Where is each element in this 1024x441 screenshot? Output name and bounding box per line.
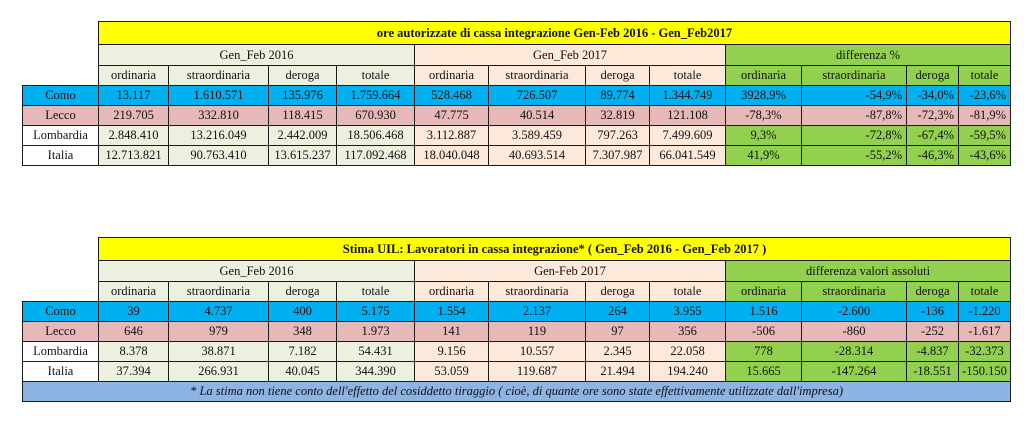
cell: 7.307.987 — [586, 146, 650, 166]
cell: 1.516 — [726, 302, 802, 322]
cell: -136 — [907, 302, 959, 322]
table-row — [23, 322, 1011, 342]
cell: 89.774 — [586, 86, 650, 106]
cell: 18.040.048 — [415, 146, 489, 166]
cell: 3.112.887 — [415, 126, 489, 146]
cell: 38.871 — [169, 342, 269, 362]
cell: -72,3% — [907, 106, 959, 126]
table-row — [23, 342, 1011, 362]
cell: 40.514 — [489, 106, 586, 126]
cell: -81,9% — [959, 106, 1011, 126]
cell: 13.615.237 — [269, 146, 337, 166]
column-header: deroga — [907, 66, 959, 86]
row-label: Lecco — [23, 322, 99, 342]
column-header: straordinaria — [489, 66, 586, 86]
table-title: ore autorizzate di cassa integrazione Gen-Feb 2016 - Gen_Feb2017 — [99, 22, 1011, 45]
cell: -506 — [726, 322, 802, 342]
column-header: deroga — [269, 282, 337, 302]
cell: 119.687 — [489, 362, 586, 382]
cell: -55,2% — [802, 146, 907, 166]
cell: 3.589.459 — [489, 126, 586, 146]
column-header: ordinaria — [415, 66, 489, 86]
row-label: Italia — [23, 362, 99, 382]
group-header-diff: differenza valori assoluti — [726, 261, 1011, 282]
cell: 400 — [269, 302, 337, 322]
cell: 119 — [489, 322, 586, 342]
column-header: totale — [650, 66, 726, 86]
column-header: deroga — [586, 282, 650, 302]
cell: 8.378 — [99, 342, 169, 362]
group-header-diff: differenza % — [726, 45, 1011, 66]
cell: 1.759.664 — [337, 86, 415, 106]
cell: 15.665 — [726, 362, 802, 382]
cell: 7.499.609 — [650, 126, 726, 146]
column-header: ordinaria — [99, 282, 169, 302]
table-title: Stima UIL: Lavoratori in cassa integrazione* ( Gen_Feb 2016 - Gen_Feb 2017 ) — [99, 238, 1011, 261]
cell: 22.058 — [650, 342, 726, 362]
row-label: Italia — [23, 146, 99, 166]
cell: 117.092.468 — [337, 146, 415, 166]
cell: -860 — [802, 322, 907, 342]
cell: 40.693.514 — [489, 146, 586, 166]
cell: 2.137 — [489, 302, 586, 322]
cell: 2.442.009 — [269, 126, 337, 146]
cell: -87,8% — [802, 106, 907, 126]
cell: 54.431 — [337, 342, 415, 362]
cell: 5.175 — [337, 302, 415, 322]
cell: 37.394 — [99, 362, 169, 382]
column-header: ordinaria — [726, 282, 802, 302]
cell: 797.263 — [586, 126, 650, 146]
group-header-2017: Gen-Feb 2017 — [415, 261, 726, 282]
table-ore-autorizzate — [22, 21, 1011, 166]
cell: -147.264 — [802, 362, 907, 382]
column-header: totale — [337, 66, 415, 86]
cell: 264 — [586, 302, 650, 322]
cell: 41,9% — [726, 146, 802, 166]
cell: -28.314 — [802, 342, 907, 362]
cell: 135.976 — [269, 86, 337, 106]
cell: 32.819 — [586, 106, 650, 126]
cell: 266.931 — [169, 362, 269, 382]
cell: -59,5% — [959, 126, 1011, 146]
cell: -23,6% — [959, 86, 1011, 106]
cell: 348 — [269, 322, 337, 342]
corner-blank — [23, 22, 99, 45]
column-header: straordinaria — [169, 282, 269, 302]
cell: -252 — [907, 322, 959, 342]
cell: 778 — [726, 342, 802, 362]
cell: 10.557 — [489, 342, 586, 362]
cell: -4.837 — [907, 342, 959, 362]
cell: -72,8% — [802, 126, 907, 146]
cell: -1.220 — [959, 302, 1011, 322]
column-header: straordinaria — [802, 282, 907, 302]
cell: 118.415 — [269, 106, 337, 126]
cell: 3.955 — [650, 302, 726, 322]
column-header: ordinaria — [99, 66, 169, 86]
table-row — [23, 302, 1011, 322]
column-header: ordinaria — [726, 66, 802, 86]
row-label: Como — [23, 302, 99, 322]
column-header: deroga — [586, 66, 650, 86]
cell: -150.150 — [959, 362, 1011, 382]
cell: 646 — [99, 322, 169, 342]
group-header-2016: Gen_Feb 2016 — [99, 45, 415, 66]
cell: 332.810 — [169, 106, 269, 126]
cell: 13.216.049 — [169, 126, 269, 146]
cell: 47.775 — [415, 106, 489, 126]
row-label: Lombardia — [23, 126, 99, 146]
cell: 726.507 — [489, 86, 586, 106]
cell: 2.848.410 — [99, 126, 169, 146]
table-stima-lavoratori — [22, 237, 1011, 402]
cell: 356 — [650, 322, 726, 342]
cell: 7.182 — [269, 342, 337, 362]
cell: 1.554 — [415, 302, 489, 322]
cell: -34,0% — [907, 86, 959, 106]
column-header: straordinaria — [489, 282, 586, 302]
cell: 194.240 — [650, 362, 726, 382]
cell: 40.045 — [269, 362, 337, 382]
cell: 9.156 — [415, 342, 489, 362]
cell: 97 — [586, 322, 650, 342]
cell: 979 — [169, 322, 269, 342]
cell: 2.345 — [586, 342, 650, 362]
cell: 18.506.468 — [337, 126, 415, 146]
column-header: straordinaria — [169, 66, 269, 86]
column-header: ordinaria — [415, 282, 489, 302]
cell: 3928,9% — [726, 86, 802, 106]
cell: 9,3% — [726, 126, 802, 146]
cell: 12.713.821 — [99, 146, 169, 166]
table-row — [23, 146, 1011, 166]
cell: 39 — [99, 302, 169, 322]
cell: 670.930 — [337, 106, 415, 126]
table-row — [23, 86, 1011, 106]
cell: 1.973 — [337, 322, 415, 342]
cell: -18.551 — [907, 362, 959, 382]
column-header: deroga — [907, 282, 959, 302]
table-row — [23, 362, 1011, 382]
cell: -2.600 — [802, 302, 907, 322]
column-header: totale — [337, 282, 415, 302]
cell: 4.737 — [169, 302, 269, 322]
footnote: * La stima non tiene conto dell'effetto del cosiddetto tiraggio ( cioè, di quante ore sono state effettivamente utilizzate dall'impresa) — [23, 382, 1011, 402]
group-header-2016: Gen_Feb 2016 — [99, 261, 415, 282]
cell: 53.059 — [415, 362, 489, 382]
cell: 528.468 — [415, 86, 489, 106]
corner-blank — [23, 238, 99, 261]
row-label: Como — [23, 86, 99, 106]
row-label: Lombardia — [23, 342, 99, 362]
column-header: totale — [959, 282, 1011, 302]
cell: -1.617 — [959, 322, 1011, 342]
cell: 13.117 — [99, 86, 169, 106]
cell: -32.373 — [959, 342, 1011, 362]
table-row — [23, 126, 1011, 146]
cell: 344.390 — [337, 362, 415, 382]
cell: 141 — [415, 322, 489, 342]
cell: 90.763.410 — [169, 146, 269, 166]
cell: 1.344.749 — [650, 86, 726, 106]
column-header: totale — [959, 66, 1011, 86]
cell: -78,3% — [726, 106, 802, 126]
column-header: deroga — [269, 66, 337, 86]
column-header: straordinaria — [802, 66, 907, 86]
cell: 1.610.571 — [169, 86, 269, 106]
row-label: Lecco — [23, 106, 99, 126]
group-header-2017: Gen_Feb 2017 — [415, 45, 726, 66]
cell: 121.108 — [650, 106, 726, 126]
table-row — [23, 106, 1011, 126]
cell: -43,6% — [959, 146, 1011, 166]
cell: -46,3% — [907, 146, 959, 166]
column-header: totale — [650, 282, 726, 302]
cell: 66.041.549 — [650, 146, 726, 166]
cell: -54,9% — [802, 86, 907, 106]
cell: -67,4% — [907, 126, 959, 146]
cell: 219.705 — [99, 106, 169, 126]
cell: 21.494 — [586, 362, 650, 382]
